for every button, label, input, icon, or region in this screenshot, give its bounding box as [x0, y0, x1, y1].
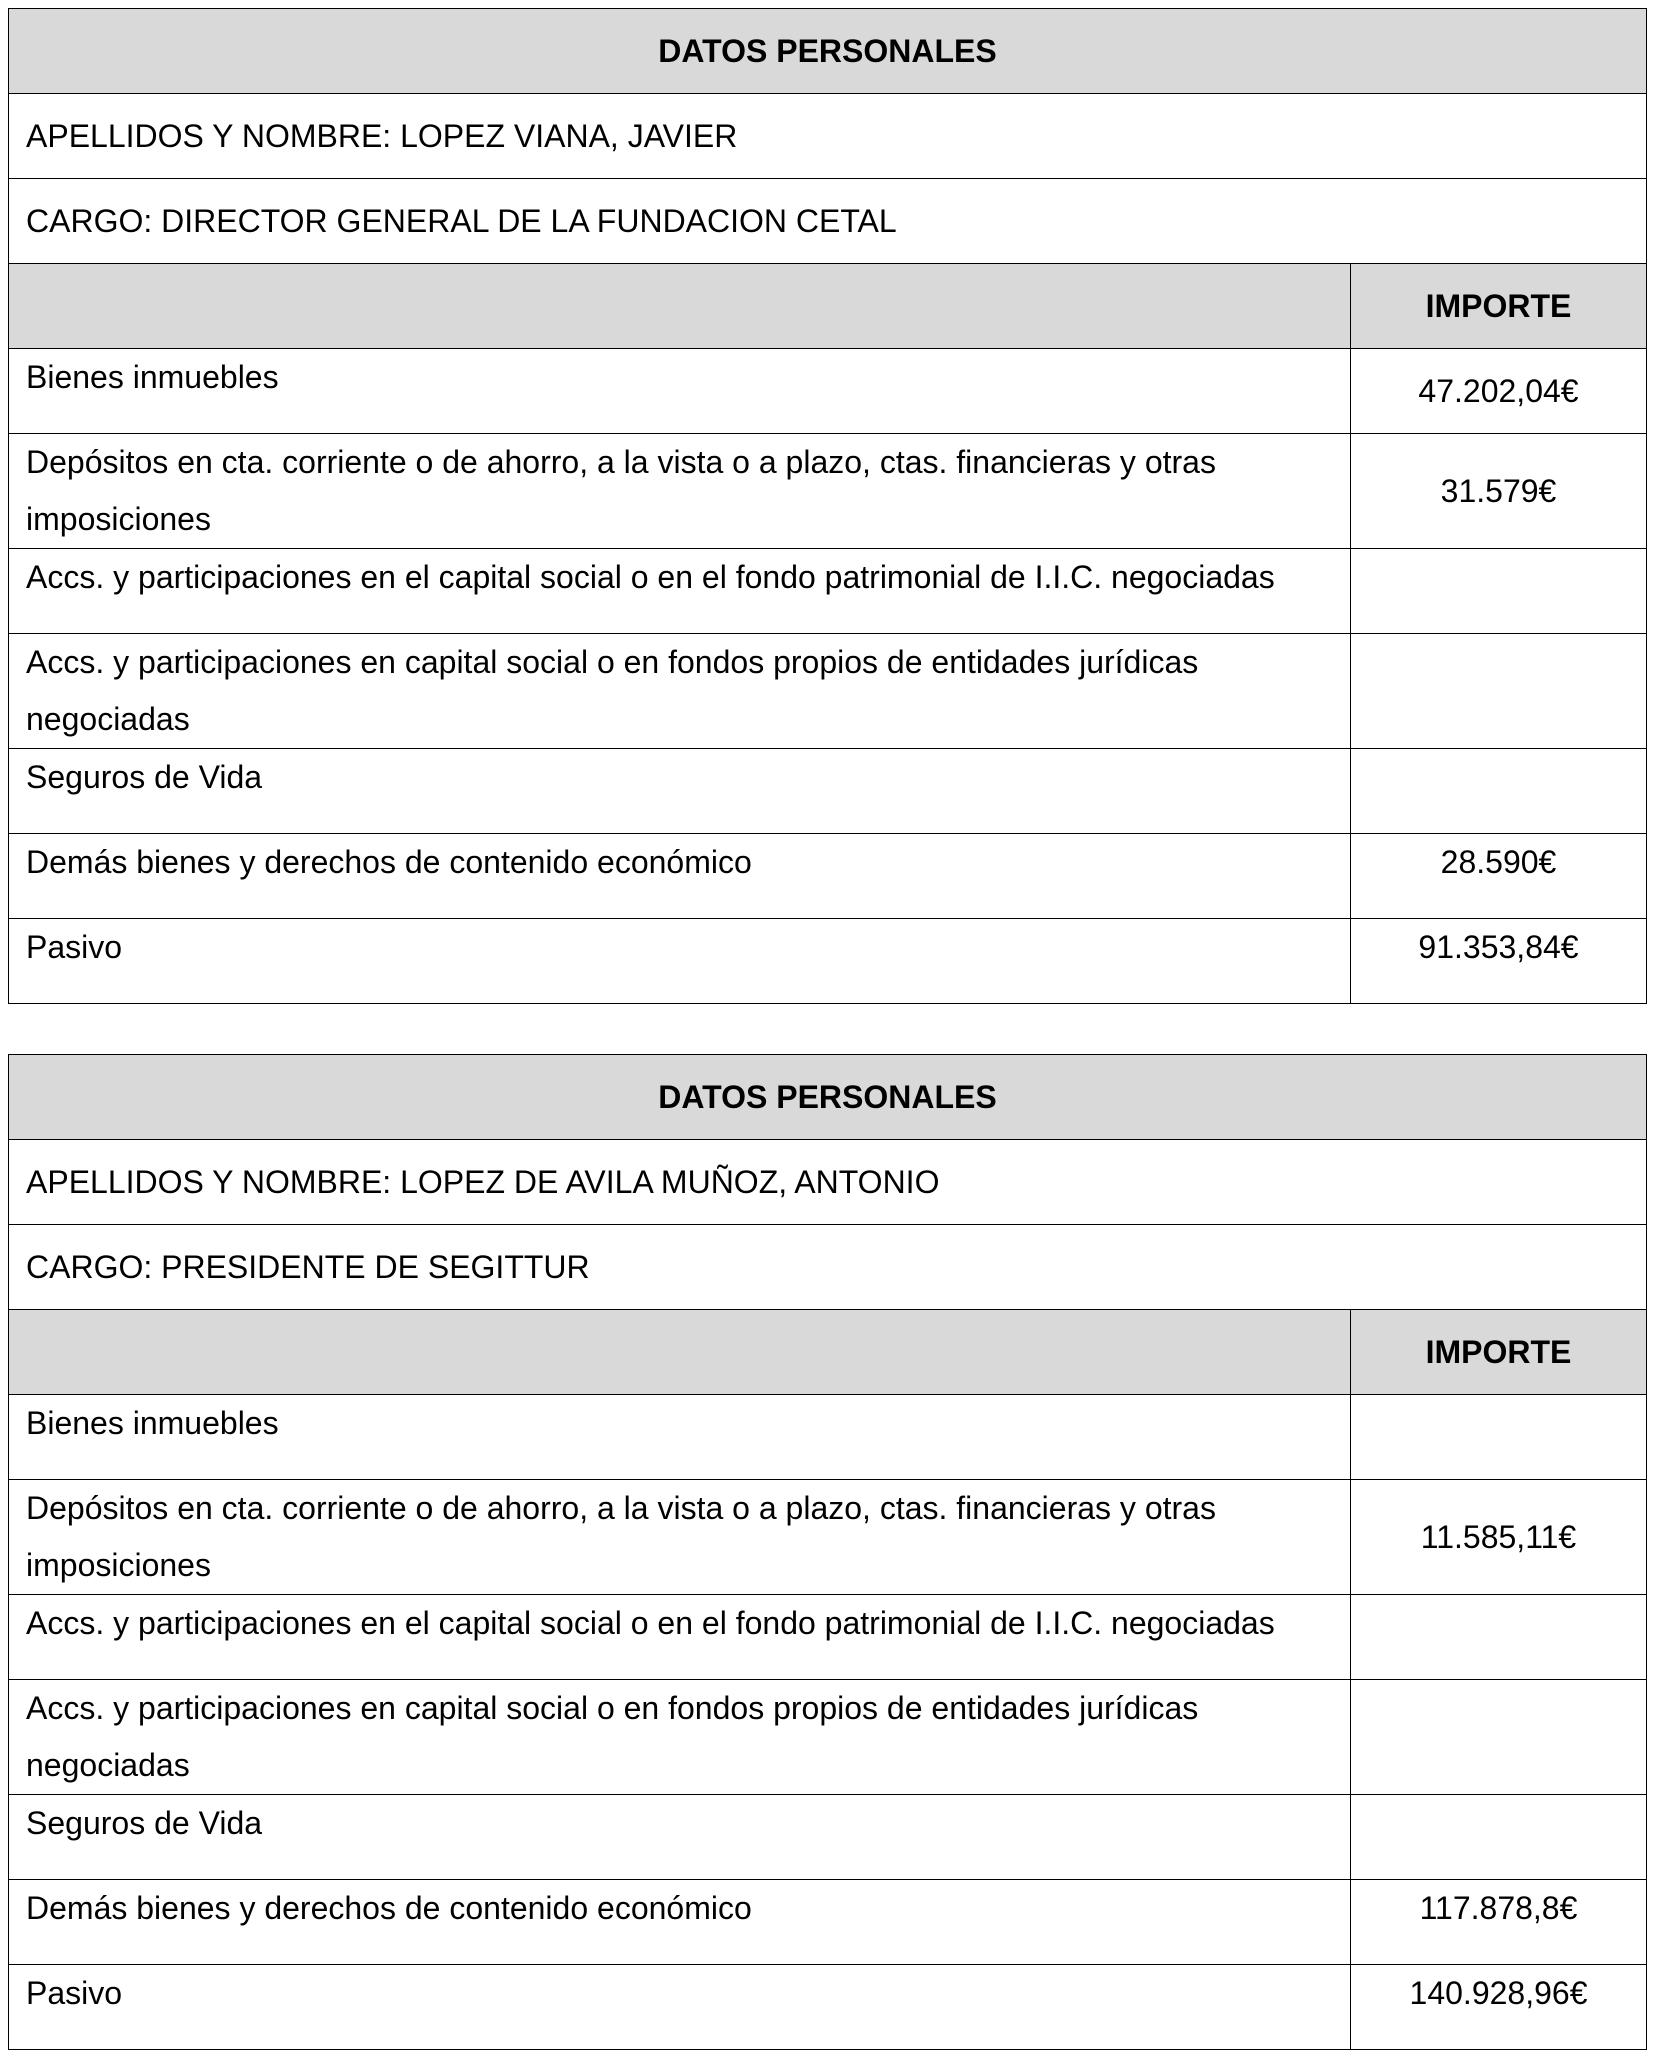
item-header-blank	[9, 1310, 1351, 1395]
item-header-blank	[9, 264, 1351, 349]
item-label: Depósitos en cta. corriente o de ahorro, a la vista o a plazo, ctas. financieras y otras imposiciones	[9, 434, 1351, 549]
name-line: APELLIDOS Y NOMBRE: LOPEZ DE AVILA MUÑOZ, ANTONIO	[9, 1140, 1647, 1225]
item-label: Accs. y participaciones en el capital social o en el fondo patrimonial de I.I.C. negociadas	[9, 1595, 1351, 1680]
item-label: Seguros de Vida	[9, 1795, 1351, 1880]
table-row	[9, 749, 1647, 834]
item-label: Accs. y participaciones en capital social o en fondos propios de entidades jurídicas negociadas	[9, 1680, 1351, 1795]
amount-header: IMPORTE	[1351, 264, 1647, 349]
item-amount: 31.579€	[1351, 434, 1647, 549]
item-label: Demás bienes y derechos de contenido económico	[9, 834, 1351, 919]
amount-header: IMPORTE	[1351, 1310, 1647, 1395]
item-label: Accs. y participaciones en capital social o en fondos propios de entidades jurídicas negociadas	[9, 634, 1351, 749]
name-line: APELLIDOS Y NOMBRE: LOPEZ VIANA, JAVIER	[9, 94, 1647, 179]
item-label: Demás bienes y derechos de contenido económico	[9, 1880, 1351, 1965]
section-title: DATOS PERSONALES	[9, 1055, 1647, 1140]
table-row	[9, 1880, 1647, 1965]
item-label: Seguros de Vida	[9, 749, 1351, 834]
table-row	[9, 919, 1647, 1004]
item-amount: 117.878,8€	[1351, 1880, 1647, 1965]
item-amount: 91.353,84€	[1351, 919, 1647, 1004]
item-label: Pasivo	[9, 1965, 1351, 2050]
table-row	[9, 1595, 1647, 1680]
position-line: CARGO: PRESIDENTE DE SEGITTUR	[9, 1225, 1647, 1310]
item-label: Bienes inmuebles	[9, 349, 1351, 434]
item-label: Depósitos en cta. corriente o de ahorro, a la vista o a plazo, ctas. financieras y otras imposiciones	[9, 1480, 1351, 1595]
item-amount	[1351, 1395, 1647, 1480]
item-amount: 28.590€	[1351, 834, 1647, 919]
table-row	[9, 1965, 1647, 2050]
item-amount: 11.585,11€	[1351, 1480, 1647, 1595]
item-label: Bienes inmuebles	[9, 1395, 1351, 1480]
table-row	[9, 1480, 1647, 1595]
table-row	[9, 634, 1647, 749]
item-label: Accs. y participaciones en el capital social o en el fondo patrimonial de I.I.C. negociadas	[9, 549, 1351, 634]
table-row	[9, 834, 1647, 919]
asset-declaration-table	[8, 1054, 1647, 2050]
table-row	[9, 1680, 1647, 1795]
item-amount	[1351, 1680, 1647, 1795]
item-amount: 140.928,96€	[1351, 1965, 1647, 2050]
item-amount	[1351, 749, 1647, 834]
table-row	[9, 349, 1647, 434]
table-row	[9, 1395, 1647, 1480]
item-amount	[1351, 634, 1647, 749]
section-title: DATOS PERSONALES	[9, 9, 1647, 94]
table-row	[9, 549, 1647, 634]
position-line: CARGO: DIRECTOR GENERAL DE LA FUNDACION CETAL	[9, 179, 1647, 264]
asset-declaration-table	[8, 8, 1647, 1004]
item-amount	[1351, 1595, 1647, 1680]
item-amount	[1351, 549, 1647, 634]
item-amount	[1351, 1795, 1647, 1880]
table-row	[9, 1795, 1647, 1880]
item-amount: 47.202,04€	[1351, 349, 1647, 434]
table-row	[9, 434, 1647, 549]
item-label: Pasivo	[9, 919, 1351, 1004]
